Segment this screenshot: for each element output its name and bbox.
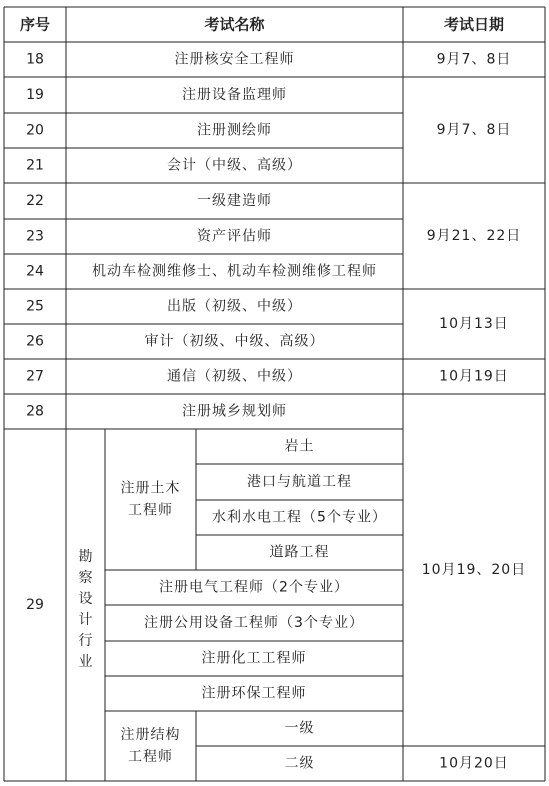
row-number: 22 [26, 193, 44, 209]
exam-name: 审计（初级、中级、高级） [144, 333, 325, 350]
exam-date: 10月20日 [439, 755, 509, 772]
structural-engineer-label: 注册结构 [120, 727, 181, 743]
exam-name: 资产评估师 [197, 228, 272, 245]
industry-label-char: 察 [78, 570, 93, 586]
row-number: 23 [26, 228, 44, 245]
exam-date: 9月7、8日 [436, 51, 512, 68]
exam-name: 机动车检测维修士、机动车检测维修工程师 [92, 263, 377, 280]
civil-specialty: 港口与航道工程 [247, 474, 352, 490]
row-number: 18 [26, 51, 44, 68]
structural-engineer-label: 工程师 [128, 749, 173, 765]
header-date: 考试日期 [443, 15, 505, 34]
survey-exam-name: 注册公用设备工程师（3个专业） [144, 615, 364, 631]
exam-name: 注册核安全工程师 [174, 51, 295, 68]
row-number: 29 [26, 597, 44, 613]
industry-label-char: 勘 [78, 549, 93, 565]
exam-date: 10月19日 [439, 368, 509, 385]
exam-name: 会计（中级、高级） [167, 157, 302, 174]
survey-exam-name: 注册电气工程师（2个专业） [159, 579, 349, 596]
header-num: 序号 [19, 15, 51, 34]
exam-name: 通信（初级、中级） [167, 368, 302, 385]
civil-specialty: 岩土 [284, 438, 315, 455]
industry-label-char: 行 [78, 633, 93, 649]
industry-label-char: 计 [78, 612, 93, 628]
row-number: 28 [26, 403, 44, 420]
civil-specialty: 道路工程 [269, 544, 330, 561]
exam-name: 注册设备监理师 [182, 87, 287, 103]
industry-label-char: 设 [78, 591, 93, 607]
row-number: 25 [26, 298, 44, 315]
row-number: 19 [26, 87, 44, 103]
header-name: 考试名称 [204, 15, 265, 34]
exam-date: 10月13日 [439, 316, 509, 332]
row-number: 20 [26, 122, 44, 139]
exam-name: 注册测绘师 [197, 122, 272, 139]
industry-label-char: 业 [78, 654, 93, 670]
row-number: 21 [26, 157, 44, 174]
exam-date: 10月19、20日 [421, 562, 527, 578]
civil-engineer-label: 注册土木 [120, 480, 181, 497]
row-number: 24 [26, 263, 44, 280]
structural-level: 一级 [284, 720, 315, 737]
civil-engineer-label: 工程师 [128, 502, 173, 519]
exam-name: 出版（初级、中级） [167, 298, 302, 315]
civil-specialty: 水利水电工程（5个专业） [212, 509, 387, 526]
exam-name: 注册城乡规划师 [182, 403, 287, 420]
exam-date: 9月7、8日 [436, 122, 512, 138]
structural-level: 二级 [284, 755, 315, 772]
row-number: 26 [26, 333, 44, 350]
row-number: 27 [26, 368, 44, 385]
exam-date: 9月21、22日 [426, 228, 522, 244]
survey-exam-name: 注册化工工程师 [201, 650, 307, 667]
survey-exam-name: 注册环保工程师 [201, 685, 307, 702]
exam-name: 一级建造师 [197, 193, 272, 209]
